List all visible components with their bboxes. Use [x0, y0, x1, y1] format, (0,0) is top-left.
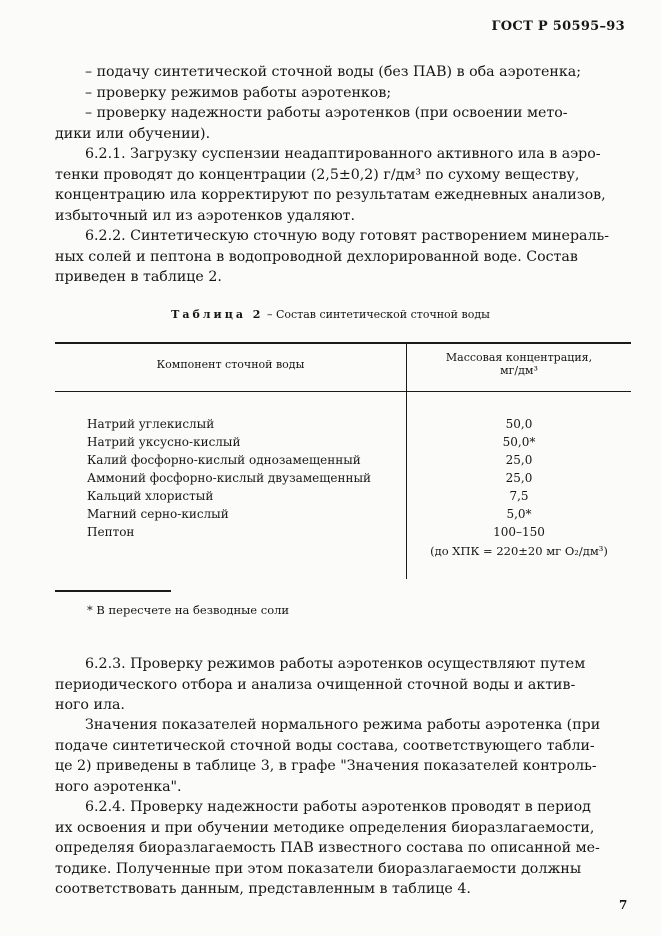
text-line: тодике. Полученные при этом показатели биоразлагаемости должны	[55, 860, 582, 877]
table-header-unit: мг/дм³	[500, 364, 538, 377]
text-line: ных солей и пептона в водопроводной дехлорированной воде. Состав	[55, 248, 578, 265]
footnote-rule	[55, 590, 171, 592]
table-row-component: Калий фосфорно-кислый однозамещенный	[87, 453, 361, 467]
table-header-line: Массовая концентрация,	[445, 351, 593, 364]
text-line: периодического отбора и анализа очищенной сточной воды и актив-	[55, 676, 576, 693]
table-row-component: Кальций хлористый	[87, 489, 214, 503]
text-line: 6.2.3. Проверку режимов работы аэротенков осуществляют путем	[85, 656, 586, 672]
text-line: тенки проводят до концентрации (2,5±0,2) г/дм³ по сухому веществу,	[55, 166, 580, 183]
table-header-rule	[55, 391, 631, 392]
table-row-value: 7,5	[509, 489, 529, 503]
text-line: Значения показателей нормального режима работы аэротенка (при	[85, 717, 601, 733]
text-line: приведен в таблице 2.	[55, 269, 222, 286]
paragraph-indicator-values	[55, 715, 630, 797]
paragraph-6-2-2	[55, 226, 630, 288]
table-row-value: 50,0	[505, 417, 533, 431]
table-row-component: Аммоний фосфорно-кислый двузамещенный	[87, 471, 372, 485]
table-row-component: Магний серно-кислый	[87, 507, 229, 521]
text-line: 6.2.1. Загрузку суспензии неадаптированного активного ила в аэро-	[85, 146, 601, 162]
table-row-value: 5,0*	[506, 507, 532, 521]
table-row-value: 100–150	[493, 525, 545, 539]
table-footnote: * В пересчете на безводные соли	[87, 603, 290, 617]
peptone-cod-note: (до ХПК = 220±20 мг О₂/дм³)	[430, 544, 608, 558]
text-line: их освоения и при обучении методике определения биоразлагаемости,	[55, 819, 595, 836]
table-header-concentration	[407, 351, 631, 377]
text-line: 6.2.2. Синтетическую сточную воду готовят растворением минераль-	[85, 228, 610, 244]
table-row-component: Натрий углекислый	[87, 417, 215, 431]
text-line: избыточный ил из аэротенков удаляют.	[55, 207, 356, 224]
text-line: 6.2.4. Проверку надежности работы аэротенков проводят в период	[85, 799, 591, 815]
text-line: соответствовать данным, представленным в таблице 4.	[55, 881, 471, 898]
table-caption	[0, 308, 661, 321]
text-line: подаче синтетической сточной воды состава, соответствующего табли-	[55, 737, 595, 754]
table-row-value: 25,0	[505, 471, 533, 485]
page-number: 7	[619, 898, 628, 912]
text-line: це 2) приведены в таблице 3, в графе "Значения показателей контроль-	[55, 758, 597, 775]
document-code-header: ГОСТ Р 50595–93	[491, 19, 625, 34]
text-line: ного аэротенка".	[55, 778, 182, 795]
text-line: ного ила.	[55, 697, 125, 714]
list-item: дики или обучении).	[55, 125, 211, 142]
list-item: – проверку режимов работы аэротенков;	[85, 84, 392, 101]
table-caption-text: – Состав синтетической сточной воды	[263, 308, 490, 321]
paragraph-6-2-3	[55, 654, 630, 716]
text-line: определяя биоразлагаемость ПАВ известного состава по описанной ме-	[55, 840, 600, 857]
table-caption-label: Таблица 2	[171, 308, 264, 321]
table-row-component: Пептон	[87, 525, 135, 539]
text-line: концентрацию ила корректируют по результатам ежедневных анализов,	[55, 187, 606, 204]
table-row-value: 25,0	[505, 453, 533, 467]
table-row-component: Натрий уксусно-кислый	[87, 435, 241, 449]
table-top-rule	[55, 342, 631, 344]
intro-list	[55, 62, 630, 144]
paragraph-6-2-1	[55, 144, 630, 226]
list-item: – проверку надежности работы аэротенков (при освоении мето-	[85, 105, 568, 122]
table-header-component: Компонент сточной воды	[156, 358, 305, 371]
paragraph-6-2-4	[55, 797, 630, 900]
list-item: – подачу синтетической сточной воды (без ПАВ) в оба аэротенка;	[85, 64, 581, 80]
table-row-value: 50,0*	[502, 435, 536, 449]
